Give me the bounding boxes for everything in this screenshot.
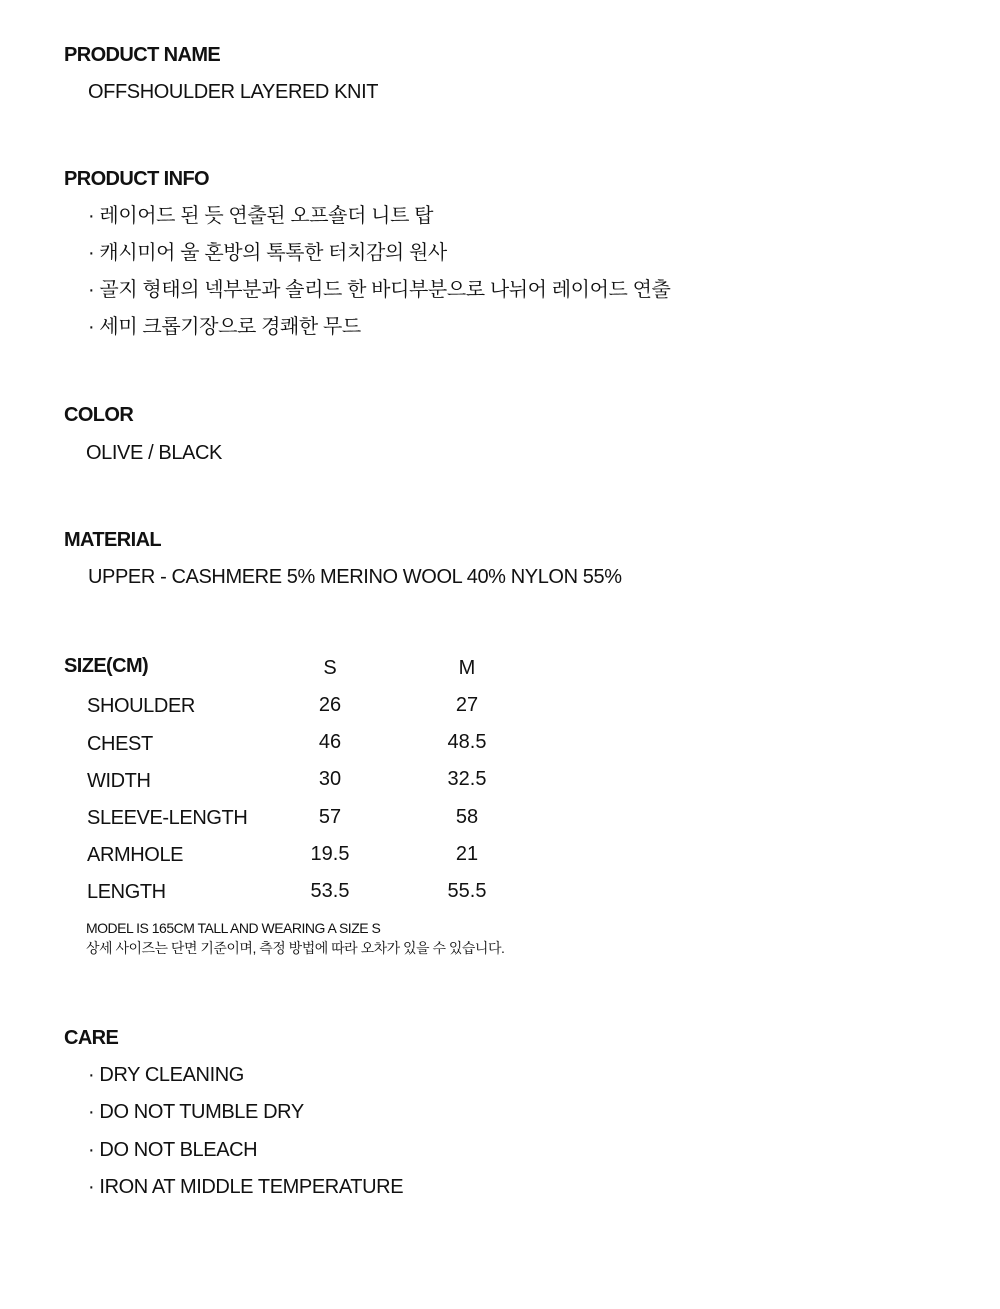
size-value-m: 27 [455, 694, 479, 716]
product-info-heading: PRODUCT INFO [64, 168, 210, 190]
color-heading: COLOR [64, 404, 134, 426]
size-value-m: 48.5 [447, 731, 487, 753]
size-value-m: 32.5 [447, 768, 487, 790]
care-heading: CARE [64, 1027, 119, 1049]
color-value: OLIVE / BLACK [86, 442, 222, 464]
size-value-s: 57 [318, 806, 342, 828]
care-item: · IRON AT MIDDLE TEMPERATURE [88, 1176, 404, 1198]
product-info-item: · 세미 크롭기장으로 경쾌한 무드 [88, 316, 361, 338]
size-value-m: 58 [455, 806, 479, 828]
size-column-header-m: M [458, 657, 476, 679]
material-value: UPPER - CASHMERE 5% MERINO WOOL 40% NYLON 55% [88, 566, 622, 588]
size-row-label: SHOULDER [87, 695, 195, 717]
material-heading: MATERIAL [64, 529, 162, 551]
product-name-heading: PRODUCT NAME [64, 44, 221, 66]
size-note-measurement: 상세 사이즈는 단면 기준이며, 측정 방법에 따라 오차가 있을 수 있습니다. [86, 940, 505, 956]
size-row-label: CHEST [87, 733, 153, 755]
size-row-label: ARMHOLE [87, 844, 184, 866]
product-info-item: · 레이어드 된 듯 연출된 오프숄더 니트 탑 [88, 205, 434, 227]
size-row-label: WIDTH [87, 770, 151, 792]
product-name-value: OFFSHOULDER LAYERED KNIT [88, 81, 379, 103]
care-item: · DO NOT BLEACH [88, 1139, 258, 1161]
size-value-s: 30 [318, 768, 342, 790]
size-heading: SIZE(CM) [64, 655, 149, 677]
care-item: · DO NOT TUMBLE DRY [88, 1101, 304, 1123]
product-info-item: · 골지 형태의 넥부분과 솔리드 한 바디부분으로 나뉘어 레이어드 연출 [88, 279, 671, 301]
product-info-item: · 캐시미어 울 혼방의 톡톡한 터치감의 원사 [88, 242, 447, 264]
size-value-s: 53.5 [310, 880, 350, 902]
size-note-model: MODEL IS 165CM TALL AND WEARING A SIZE S [86, 920, 381, 936]
size-value-m: 55.5 [447, 880, 487, 902]
size-column-header-s: S [323, 657, 337, 679]
size-value-s: 46 [318, 731, 342, 753]
size-value-m: 21 [455, 843, 479, 865]
care-item: · DRY CLEANING [88, 1064, 244, 1086]
size-value-s: 26 [318, 694, 342, 716]
size-row-label: LENGTH [87, 881, 166, 903]
size-row-label: SLEEVE-LENGTH [87, 807, 248, 829]
size-value-s: 19.5 [310, 843, 350, 865]
